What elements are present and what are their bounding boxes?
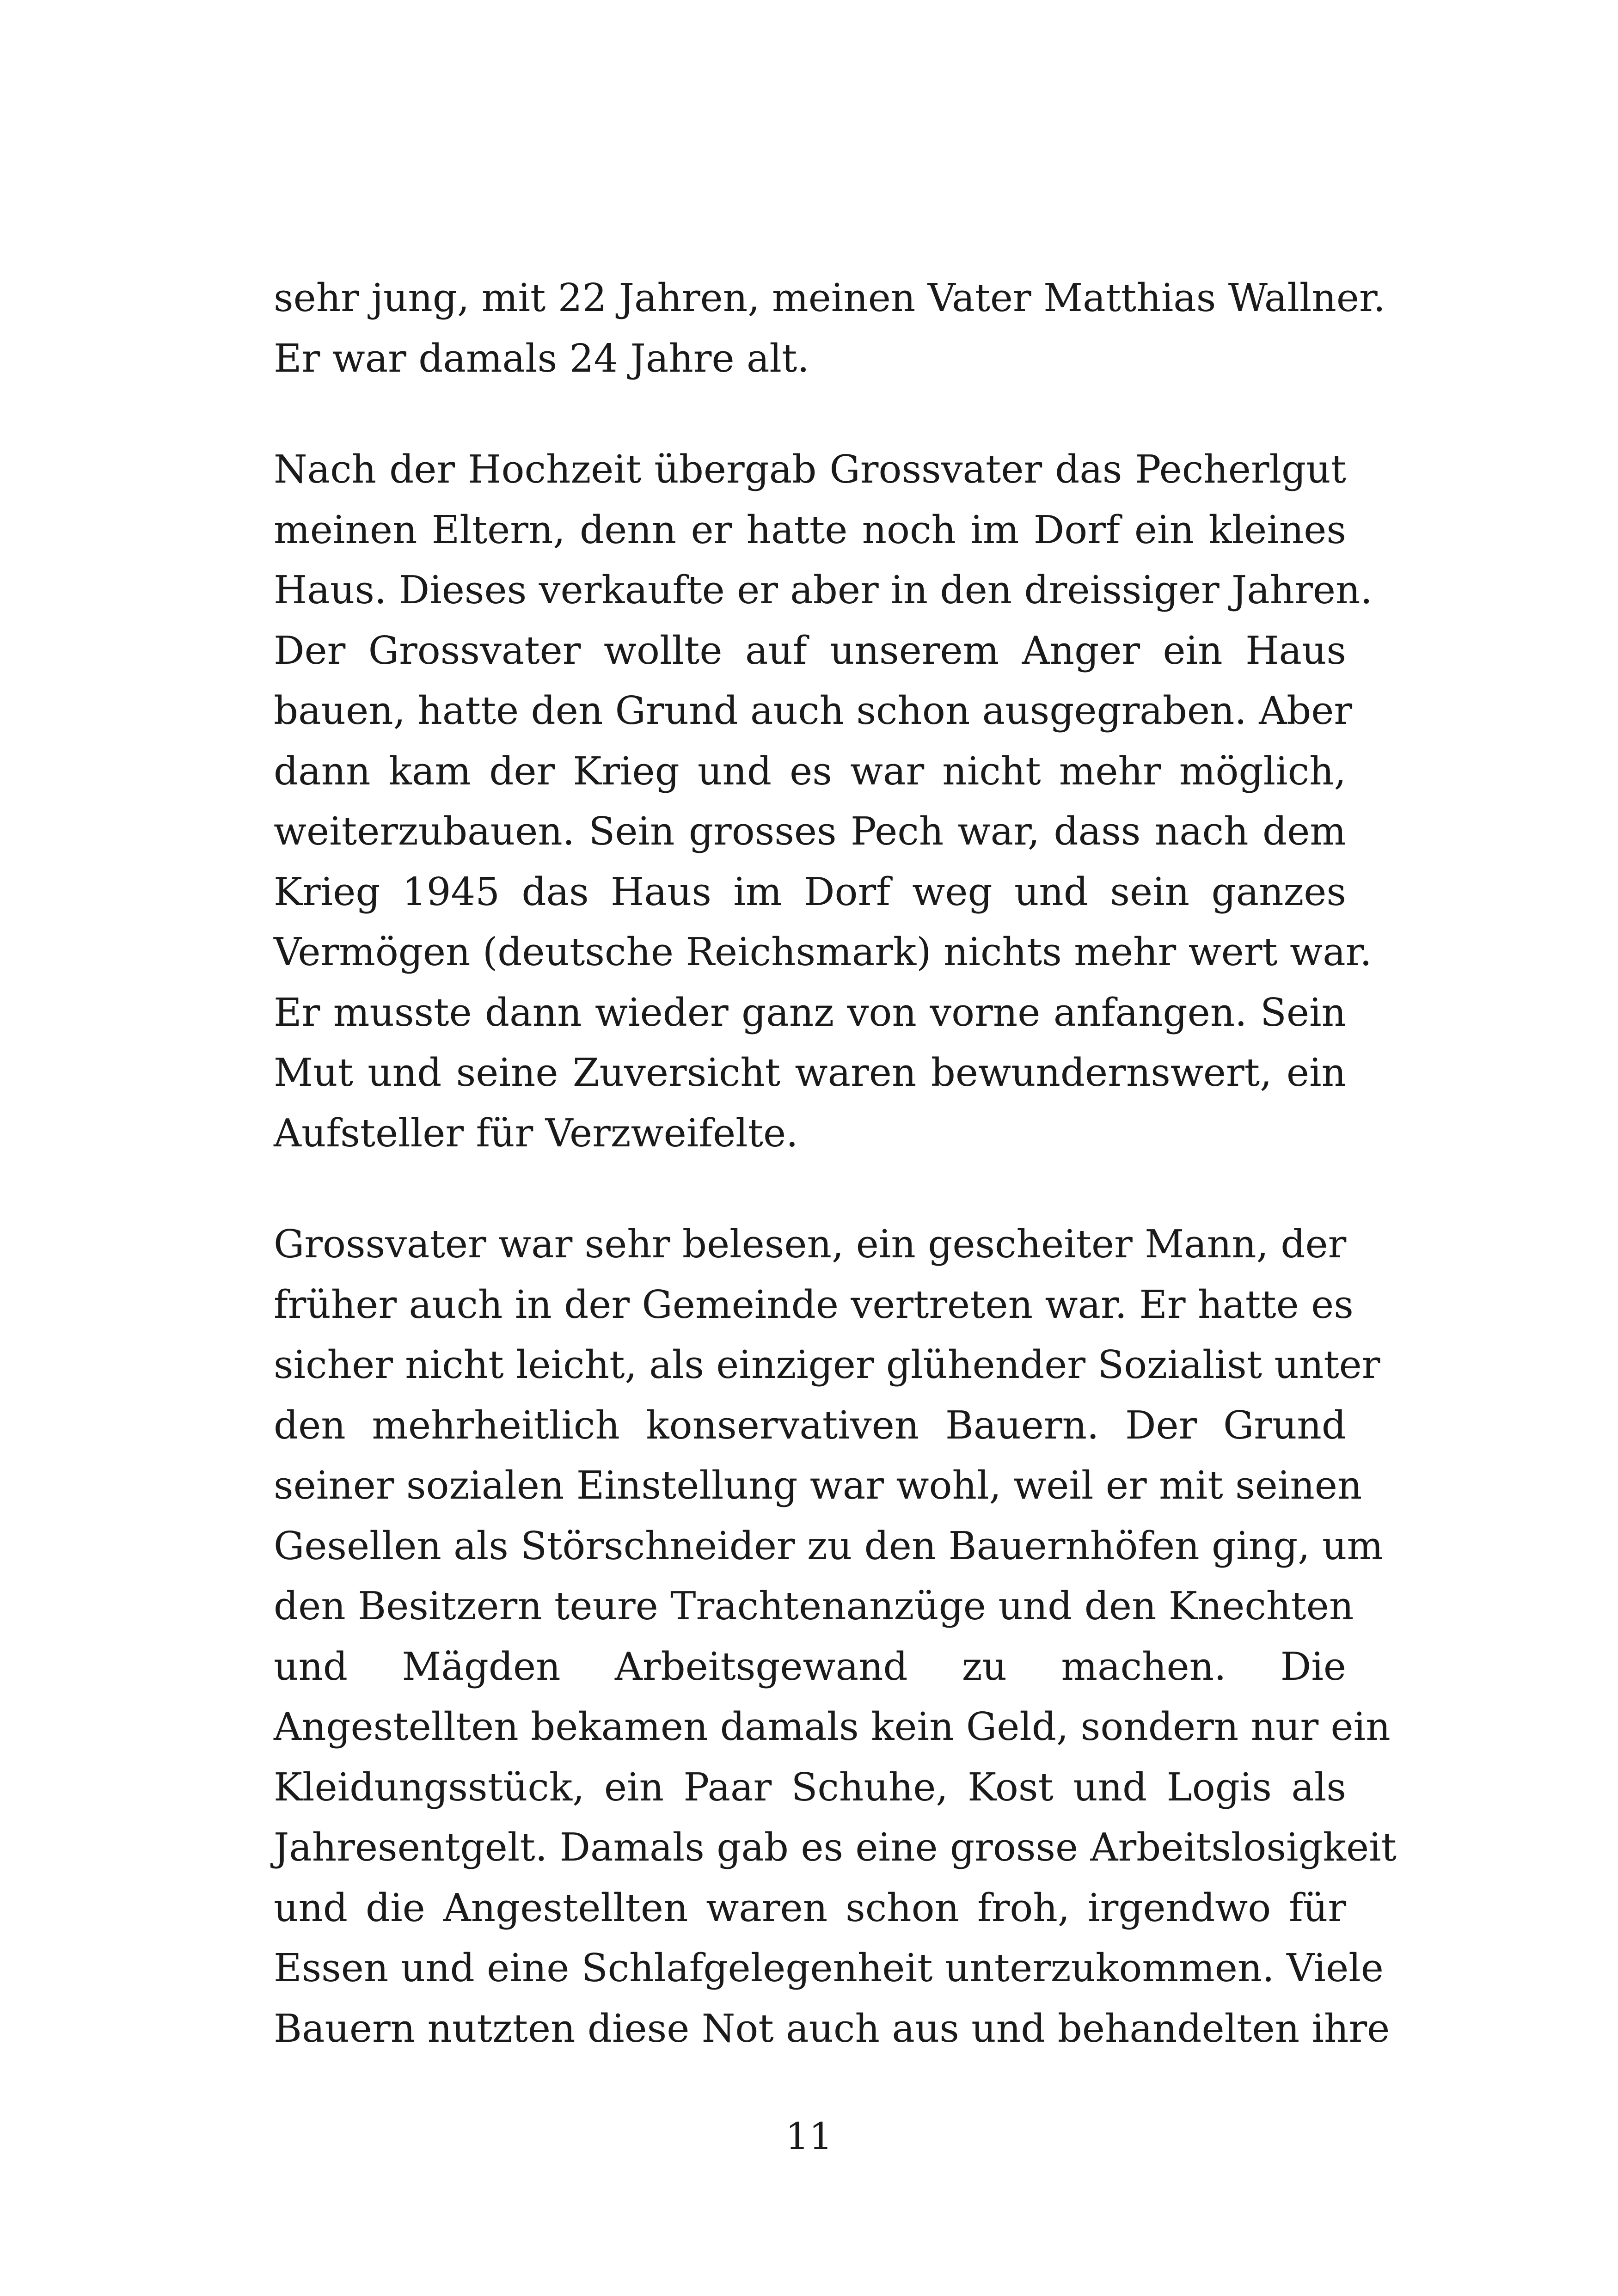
- text-line: Aufsteller für Verzweifelte.: [274, 1110, 798, 1156]
- paragraph-1: [274, 268, 1385, 389]
- text-line: den Besitzern teure Trachtenanzüge und den Knechten: [274, 1584, 1354, 1629]
- text-line: Jahresentgelt. Damals gab es eine grosse Arbeitslosigkeit: [274, 1825, 1397, 1870]
- text-line: Haus. Dieses verkaufte er aber in den dreissiger Jahren.: [274, 568, 1373, 612]
- text-line: und die Angestellten waren schon froh, irgendwo für: [274, 1885, 1346, 1930]
- text-line: früher auch in der Gemeinde vertreten war. Er hatte es: [274, 1282, 1354, 1327]
- text-line: Krieg 1945 das Haus im Dorf weg und sein ganzes: [274, 869, 1346, 914]
- text-line: sehr jung, mit 22 Jahren, meinen Vater Matthias Wallner.: [274, 276, 1385, 320]
- text-line: Der Grossvater wollte auf unserem Anger ein Haus: [274, 628, 1346, 673]
- text-line: Mut und seine Zuversicht waren bewundernswert, ein: [274, 1050, 1346, 1095]
- page-number: 11: [785, 2115, 833, 2158]
- text-line: Grossvater war sehr belesen, ein gescheiter Mann, der: [274, 1222, 1347, 1267]
- paragraph-3: [274, 1214, 1397, 2059]
- text-line: Nach der Hochzeit übergab Grossvater das Pecherlgut: [274, 447, 1346, 492]
- text-line: Er musste dann wieder ganz von vorne anfangen. Sein: [274, 990, 1346, 1035]
- text-line: bauen, hatte den Grund auch schon ausgegraben. Aber: [274, 688, 1353, 733]
- text-line: Angestellten bekamen damals kein Geld, sondern nur ein: [274, 1704, 1391, 1749]
- text-line: und Mägden Arbeitsgewand zu machen. Die: [274, 1644, 1346, 1689]
- text-line: Er war damals 24 Jahre alt.: [274, 336, 809, 381]
- paragraph-2: [274, 440, 1373, 1163]
- text-line: meinen Eltern, denn er hatte noch im Dorf ein kleines: [274, 507, 1346, 552]
- text-line: dann kam der Krieg und es war nicht mehr möglich,: [274, 748, 1346, 794]
- text-line: sicher nicht leicht, als einziger glühender Sozialist unter: [274, 1342, 1380, 1387]
- text-line: Bauern nutzten diese Not auch aus und behandelten ihre: [274, 2006, 1390, 2051]
- body-text: [274, 268, 1397, 2059]
- text-line: Kleidungsstück, ein Paar Schuhe, Kost und Logis als: [274, 1764, 1346, 1810]
- text-line: seiner sozialen Einstellung war wohl, weil er mit seinen: [274, 1463, 1362, 1508]
- text-line: Gesellen als Störschneider zu den Bauernhöfen ging, um: [274, 1523, 1384, 1568]
- text-line: weiterzubauen. Sein grosses Pech war, dass nach dem: [274, 809, 1346, 854]
- text-line: Essen und eine Schlafgelegenheit unterzukommen. Viele: [274, 1946, 1384, 1990]
- text-line: den mehrheitlich konservativen Bauern. Der Grund: [274, 1402, 1346, 1448]
- text-line: Vermögen (deutsche Reichsmark) nichts mehr wert war.: [274, 930, 1372, 974]
